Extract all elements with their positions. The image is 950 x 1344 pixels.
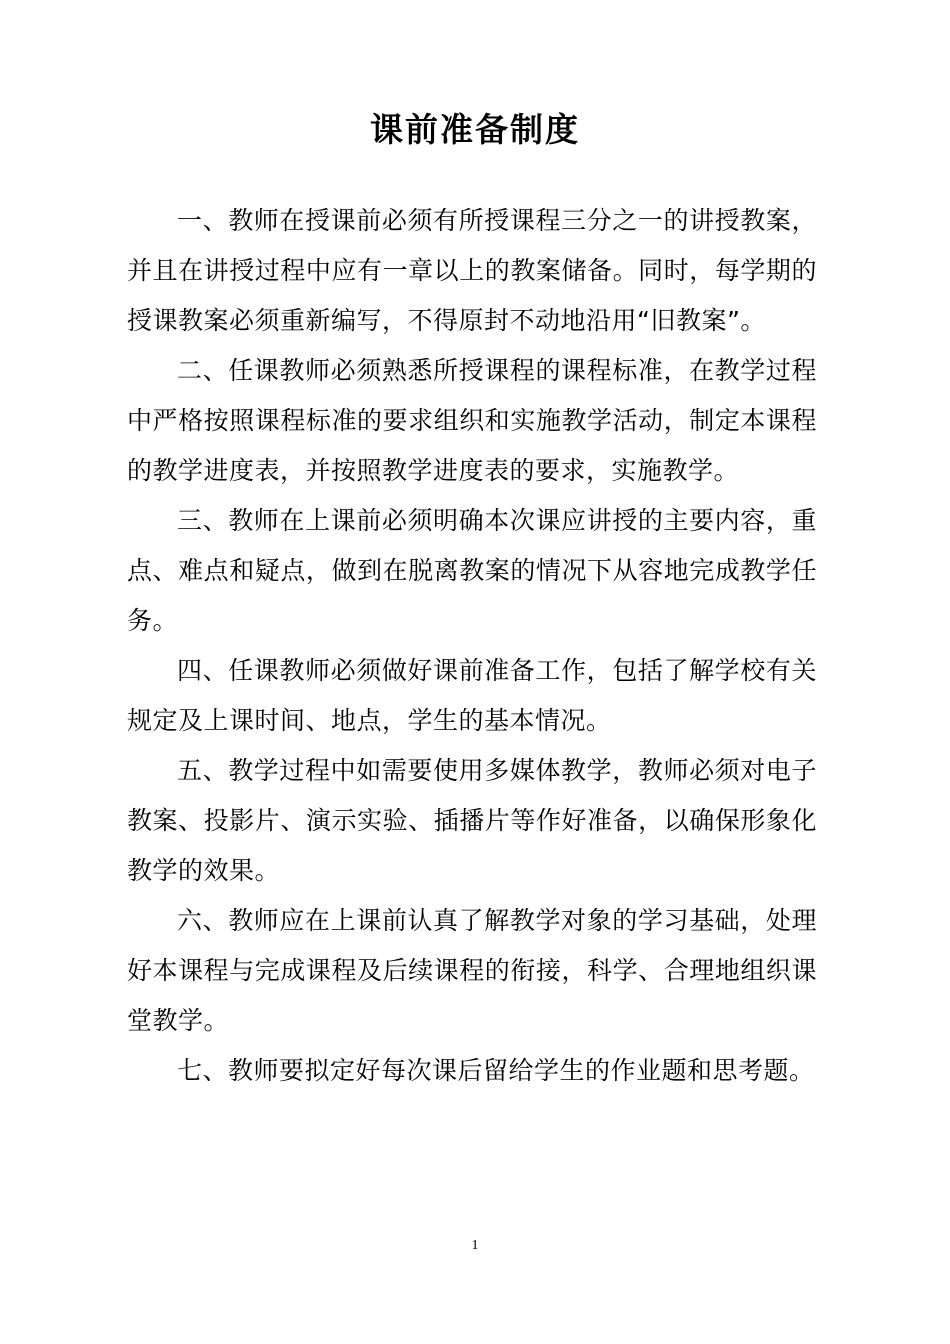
paragraph-5: 五、教学过程中如需要使用多媒体教学，教师必须对电子教案、投影片、演示实验、插播片等作好准备，以确保形象化教学的效果。 xyxy=(127,756,817,885)
document-title: 课前准备制度 xyxy=(370,110,580,149)
paragraph-6: 六、教师应在上课前认真了解教学对象的学习基础，处理好本课程与完成课程及后续课程的衔接，科学、合理地组织课堂教学。 xyxy=(127,906,817,1035)
paragraph-7: 七、教师要拟定好每次课后留给学生的作业题和思考题。 xyxy=(177,1056,815,1085)
paragraph-3: 三、教师在上课前必须明确本次课应讲授的主要内容，重点、难点和疑点，做到在脱离教案的情况下从容地完成教学任务。 xyxy=(127,506,817,635)
page-number: 1 xyxy=(471,1238,479,1253)
paragraph-1: 一、教师在授课前必须有所授课程三分之一的讲授教案，并且在讲授过程中应有一章以上的教案储备。同时，每学期的授课教案必须重新编写，不得原封不动地沿用“旧教案”。 xyxy=(127,206,817,335)
paragraph-4: 四、任课教师必须做好课前准备工作，包括了解学校有关规定及上课时间、地点，学生的基本情况。 xyxy=(127,656,817,735)
paragraph-2: 二、任课教师必须熟悉所授课程的课程标准，在教学过程中严格按照课程标准的要求组织和实施教学活动，制定本课程的教学进度表，并按照教学进度表的要求，实施教学。 xyxy=(127,356,817,485)
document-body xyxy=(127,196,817,1096)
